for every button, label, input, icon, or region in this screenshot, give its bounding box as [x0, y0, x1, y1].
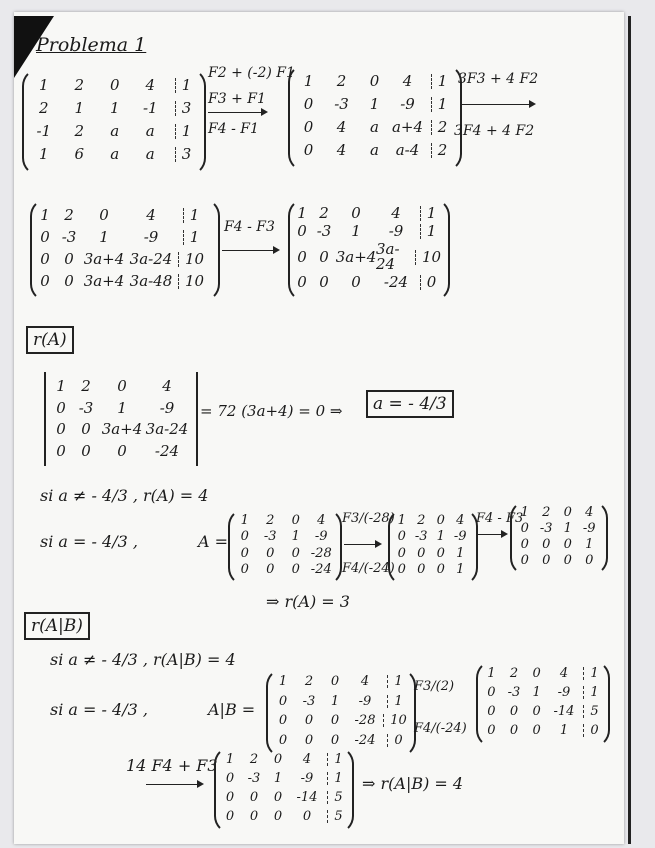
matrix-entry: 0: [109, 76, 120, 94]
matrix-ab-reduced: [480, 664, 602, 740]
arrow: [208, 112, 266, 113]
matrix-entry: -9: [300, 771, 314, 786]
matrix-entry: 0: [240, 529, 249, 545]
matrix-entry: 4: [585, 504, 594, 520]
matrix-entry: 0: [266, 562, 275, 578]
matrix-a-reduced: [392, 512, 470, 578]
matrix-entry: 1: [559, 723, 569, 738]
matrix-entry: 1: [387, 675, 402, 688]
matrix-entry: 0: [240, 545, 249, 561]
matrix-entry: 1: [431, 97, 448, 112]
row-op: F4/(-24): [414, 721, 467, 736]
row-op: 3F4 + 4 F2: [454, 123, 535, 139]
matrix-entry: 0: [81, 441, 91, 460]
a-value-result: a = - 4/3: [366, 390, 454, 418]
matrix-entry: 0: [397, 529, 406, 545]
matrix-entry: 3a-24: [145, 420, 189, 439]
matrix-entry: -3: [334, 95, 349, 113]
rank-ab-case-2: si a = - 4/3 ,: [50, 700, 148, 719]
rank-ab-conclusion: ⇒ r(A|B) = 4: [362, 774, 464, 793]
matrix-entry: 0: [303, 141, 314, 159]
matrix-entry: 2: [431, 120, 448, 135]
matrix-entry: -3: [61, 227, 77, 246]
matrix-entry: 0: [249, 790, 259, 805]
matrix-entry: -3: [263, 529, 277, 545]
matrix-entry: 0: [117, 441, 127, 460]
arrow: [478, 534, 506, 535]
matrix-entry: 0: [436, 512, 445, 528]
matrix-entry: 0: [520, 520, 529, 536]
matrix-entry: 0: [249, 809, 259, 824]
matrix-entry: 0: [291, 545, 300, 561]
matrix-entry: 0: [273, 809, 283, 824]
matrix-entry: 0: [304, 713, 314, 729]
matrix-entry: 0: [99, 205, 109, 224]
matrix-entry: 0: [436, 545, 445, 561]
matrix-entry: 1: [117, 398, 127, 417]
matrix-entry: 0: [40, 271, 50, 290]
matrix-entry: 0: [225, 771, 235, 786]
matrix-entry: 1: [520, 504, 529, 520]
matrix-entry: 1: [40, 205, 50, 224]
matrix-entry: 1: [273, 771, 283, 786]
matrix-entry: 0: [225, 790, 235, 805]
matrix-entry: 0: [563, 504, 572, 520]
matrix-entry: 0: [585, 552, 594, 568]
matrix-entry: 0: [330, 732, 340, 748]
matrix-entry: 3a+4: [83, 271, 125, 290]
matrix-entry: 0: [56, 420, 66, 439]
matrix-entry: 1: [327, 753, 342, 766]
rank-a-case-1: si a ≠ - 4/3 , r(A) = 4: [40, 486, 209, 505]
matrix-entry: 3: [175, 147, 192, 162]
matrix-entry: a: [145, 122, 155, 140]
matrix-entry: 2: [304, 674, 314, 690]
matrix-entry: 10: [178, 274, 204, 289]
matrix-entry: 0: [542, 552, 551, 568]
matrix-entry: 1: [431, 74, 448, 89]
arrow: [344, 544, 380, 545]
matrix-entry: -9: [453, 529, 467, 545]
matrix-entry: 2: [64, 205, 74, 224]
augmented-matrix-3: [34, 204, 212, 292]
matrix-entry: 2: [509, 666, 519, 681]
matrix-entry: 0: [417, 545, 426, 561]
rank-ab-case-1: si a ≠ - 4/3 , r(A|B) = 4: [50, 650, 236, 669]
matrix-entry: 0: [302, 809, 312, 824]
matrix-entry: 1: [487, 666, 496, 681]
matrix-entry: 1: [330, 693, 340, 709]
matrix-entry: a: [370, 141, 379, 159]
matrix-entry: 0: [563, 552, 572, 568]
matrix-entry: 0: [583, 724, 598, 737]
matrix-entry: 10: [178, 252, 204, 267]
matrix-entry: 0: [64, 249, 74, 268]
matrix-entry: 1: [420, 206, 437, 221]
matrix-entry: 0: [278, 693, 288, 709]
matrix-entry: 0: [225, 809, 235, 824]
matrix-entry: 0: [397, 545, 406, 561]
matrix-entry: 0: [266, 545, 275, 561]
matrix-entry: 0: [297, 221, 307, 240]
matrix-entry: 3a-24: [129, 249, 173, 268]
matrix-entry: 3a+4: [101, 420, 143, 439]
augmented-matrix-2: [292, 70, 454, 162]
augmented-matrix-4: [292, 204, 442, 292]
row-op: F4/(-24): [342, 561, 395, 576]
matrix-entry: 0: [291, 562, 300, 578]
matrix-entry: -9: [557, 685, 571, 700]
matrix-entry: 1: [291, 529, 300, 545]
matrix-entry: a-4: [395, 141, 420, 159]
matrix-entry: 0: [40, 249, 50, 268]
matrix-entry: 6: [74, 145, 85, 163]
matrix-entry: 0: [240, 562, 249, 578]
rank-a-conclusion: ⇒ r(A) = 3: [266, 592, 350, 611]
matrix-entry: 0: [291, 512, 300, 528]
matrix-entry: 0: [117, 377, 127, 396]
matrix-entry: 0: [509, 704, 519, 719]
matrix-entry: 10: [383, 714, 407, 727]
matrix-a: [232, 512, 334, 578]
matrix-entry: a: [110, 145, 120, 163]
matrix-ab-label: A|B =: [208, 700, 256, 719]
page-edge: [628, 16, 631, 844]
matrix-entry: 3a-24: [376, 240, 400, 274]
matrix-entry: 2: [74, 76, 85, 94]
matrix-entry: 1: [278, 674, 288, 690]
matrix-entry: -9: [582, 520, 596, 536]
arrow: [222, 250, 278, 251]
matrix-entry: 1: [74, 99, 85, 117]
matrix-entry: 2: [319, 203, 329, 222]
matrix-entry: 0: [520, 536, 529, 552]
matrix-entry: 4: [162, 377, 172, 396]
matrix-entry: 1: [583, 667, 598, 680]
matrix-entry: 5: [583, 705, 598, 718]
final-row-op: 14 F4 + F3: [126, 756, 218, 775]
matrix-entry: 0: [487, 685, 496, 700]
matrix-entry: 2: [38, 99, 49, 117]
rank-a-case-2: si a = - 4/3 ,: [40, 532, 138, 551]
matrix-entry: 0: [387, 734, 402, 747]
matrix-entry: 1: [585, 536, 594, 552]
matrix-entry: 4: [360, 674, 370, 690]
matrix-entry: 4: [559, 666, 569, 681]
matrix-entry: 0: [303, 95, 314, 113]
matrix-entry: 1: [397, 512, 406, 528]
matrix-entry: 1: [532, 685, 541, 700]
matrix-entry: 1: [420, 224, 437, 239]
matrix-entry: 1: [456, 562, 465, 578]
matrix-entry: 0: [351, 203, 361, 222]
matrix-entry: -3: [316, 221, 332, 240]
matrix-entry: -3: [414, 529, 428, 545]
augmented-matrix-1: [26, 74, 198, 166]
rank-ab-heading: r(A|B): [24, 612, 90, 640]
matrix-entry: 0: [417, 562, 426, 578]
matrix-entry: 4: [336, 141, 347, 159]
matrix-entry: 1: [109, 99, 120, 117]
matrix-entry: 10: [415, 250, 441, 265]
matrix-entry: a+4: [391, 118, 424, 136]
matrix-entry: 4: [317, 512, 326, 528]
matrix-entry: -3: [78, 398, 94, 417]
matrix-entry: 5: [327, 791, 342, 804]
row-op: F3/(2): [414, 679, 455, 694]
matrix-entry: 2: [417, 512, 426, 528]
matrix-entry: 3a+4: [83, 249, 125, 268]
matrix-entry: -9: [388, 221, 404, 240]
matrix-a-label: A =: [198, 532, 229, 551]
matrix-entry: a: [110, 122, 120, 140]
matrix-entry: 0: [273, 752, 283, 767]
matrix-entry: 0: [278, 732, 288, 748]
matrix-entry: 0: [304, 732, 314, 748]
matrix-entry: 0: [369, 72, 380, 90]
matrix-entry: 2: [542, 504, 551, 520]
matrix-entry: -24: [310, 562, 332, 578]
row-op: F3/(-28): [342, 511, 395, 526]
matrix-entry: 3a+4: [335, 247, 377, 266]
matrix-entry: -24: [354, 732, 376, 748]
problem-title: Problema 1: [36, 34, 147, 56]
matrix-entry: 0: [297, 247, 307, 266]
matrix-entry: 0: [532, 723, 541, 738]
matrix-entry: 0: [319, 273, 329, 292]
matrix-entry: 0: [56, 398, 66, 417]
matrix-entry: 0: [542, 536, 551, 552]
matrix-entry: 1: [38, 145, 49, 163]
matrix-entry: 0: [563, 536, 572, 552]
matrix-entry: 4: [456, 512, 465, 528]
rank-a-heading: r(A): [26, 326, 74, 354]
matrix-entry: -1: [142, 99, 158, 117]
matrix-entry: -24: [383, 273, 409, 292]
matrix-entry: 0: [420, 275, 437, 290]
determinant-matrix: [50, 376, 190, 462]
matrix-entry: 4: [302, 752, 312, 767]
matrix-entry: -1: [36, 122, 52, 140]
matrix-entry: -3: [507, 685, 521, 700]
matrix-entry: 1: [175, 124, 192, 139]
matrix-entry: 2: [81, 377, 91, 396]
matrix-entry: -28: [310, 545, 332, 561]
matrix-entry: 1: [183, 230, 200, 245]
matrix-entry: 1: [456, 545, 465, 561]
matrix-entry: 4: [146, 205, 156, 224]
matrix-entry: 1: [351, 221, 361, 240]
matrix-entry: 0: [351, 273, 361, 292]
matrix-entry: 1: [436, 529, 445, 545]
matrix-entry: 0: [397, 562, 406, 578]
matrix-entry: 0: [278, 713, 288, 729]
matrix-entry: 2: [266, 512, 275, 528]
matrix-entry: -3: [539, 520, 553, 536]
matrix-entry: 1: [56, 377, 66, 396]
matrix-entry: 3a-48: [129, 271, 173, 290]
arrow: [460, 104, 534, 105]
row-op: 3F3 + 4 F2: [458, 71, 539, 87]
matrix-entry: 1: [183, 208, 200, 223]
matrix-entry: -9: [143, 227, 159, 246]
matrix-entry: a: [370, 118, 379, 136]
matrix-entry: -9: [314, 529, 328, 545]
matrix-entry: 0: [273, 790, 283, 805]
matrix-entry: -9: [358, 693, 372, 709]
matrix-entry: 0: [436, 562, 445, 578]
matrix-entry: 1: [583, 686, 598, 699]
matrix-entry: -24: [154, 441, 180, 460]
matrix-entry: 1: [297, 203, 307, 222]
matrix-entry: 0: [487, 704, 496, 719]
matrix-entry: 2: [336, 72, 347, 90]
matrix-entry: 1: [175, 78, 192, 93]
row-op: F4 - F1: [208, 121, 259, 137]
row-op: F4 - F3: [476, 511, 524, 526]
matrix-entry: -14: [296, 790, 318, 805]
matrix-entry: -3: [247, 771, 261, 786]
matrix-entry: 1: [327, 772, 342, 785]
matrix-a-echelon: [514, 504, 600, 568]
matrix-entry: 0: [532, 666, 541, 681]
matrix-entry: 0: [487, 723, 496, 738]
matrix-entry: 1: [303, 72, 314, 90]
matrix-entry: -9: [400, 95, 415, 113]
matrix-entry: 0: [520, 552, 529, 568]
arrow: [146, 784, 202, 785]
matrix-entry: 0: [532, 704, 541, 719]
row-op: F2 + (-2) F1: [208, 65, 295, 81]
matrix-entry: 1: [225, 752, 235, 767]
matrix-entry: 2: [431, 143, 448, 158]
matrix-entry: 4: [336, 118, 347, 136]
matrix-entry: 4: [402, 72, 413, 90]
matrix-entry: 0: [297, 273, 307, 292]
matrix-entry: 4: [391, 203, 401, 222]
matrix-entry: 2: [249, 752, 259, 767]
matrix-entry: 1: [99, 227, 109, 246]
matrix-entry: 1: [563, 520, 572, 536]
matrix-entry: 0: [509, 723, 519, 738]
matrix-entry: 0: [303, 118, 314, 136]
matrix-ab: [270, 672, 408, 750]
row-op: F4 - F3: [224, 219, 275, 235]
matrix-entry: -3: [302, 693, 316, 709]
matrix-entry: 0: [330, 713, 340, 729]
matrix-entry: 0: [319, 247, 329, 266]
matrix-entry: 0: [40, 227, 50, 246]
determinant-equation: = 72 (3a+4) = 0 ⇒: [200, 402, 343, 420]
matrix-entry: 0: [64, 271, 74, 290]
row-op: F3 + F1: [208, 91, 266, 107]
matrix-entry: -9: [159, 398, 175, 417]
matrix-entry: 1: [240, 512, 249, 528]
matrix-ab-echelon: [218, 750, 346, 826]
matrix-entry: 5: [327, 810, 342, 823]
matrix-entry: a: [145, 145, 155, 163]
matrix-entry: 0: [56, 441, 66, 460]
matrix-entry: 0: [81, 420, 91, 439]
matrix-entry: 0: [330, 674, 340, 690]
matrix-entry: 3: [175, 101, 192, 116]
matrix-entry: 2: [74, 122, 85, 140]
matrix-entry: 1: [387, 695, 402, 708]
matrix-entry: -28: [354, 713, 376, 729]
matrix-entry: -14: [553, 704, 575, 719]
matrix-entry: 1: [369, 95, 380, 113]
matrix-entry: 4: [145, 76, 156, 94]
matrix-entry: 1: [38, 76, 49, 94]
